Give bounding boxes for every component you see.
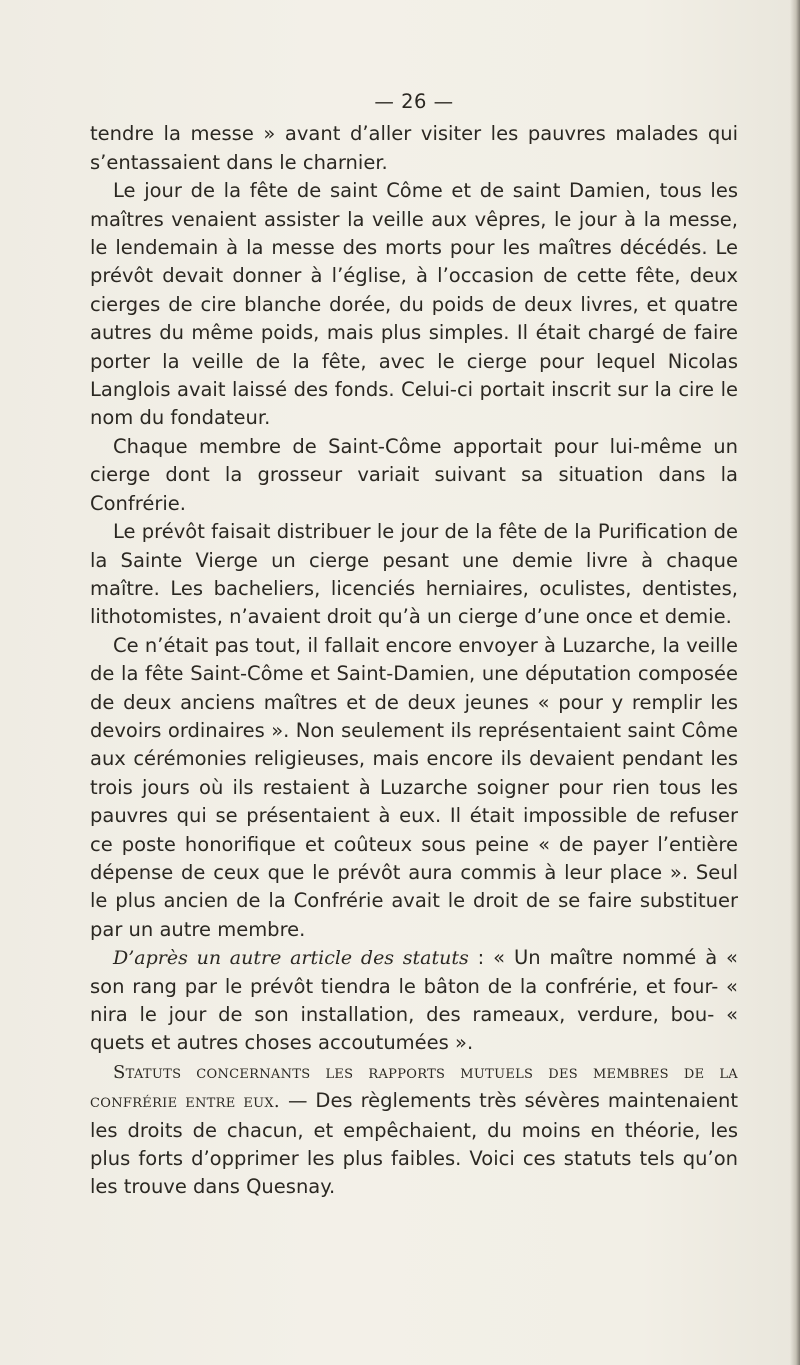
quote-text: : « Un maître nommé à « son rang par le prévôt tiendra le bâton de la confrérie, et four- « nira le jour de son installation, des rameaux, verdure, bou- « quets et autres choses accoutumées ». — [90, 946, 738, 1055]
paragraph-feast-day: Le jour de la fête de saint Côme et de saint Damien, tous les maîtres venaient assister la veille aux vêpres, le jour à la messe, le lendemain à la messe des morts pour les maîtres décédés. Le prévôt devait donner à l’église, à l’occasion de cette fête, deux cierges de cire blanche dorée, du poids de deux livres, et quatre autres du même poids, mais plus simples. Il était chargé de faire porter la veille de la fête, avec le cierge pour lequel Nicolas Langlois avait laissé des fonds. Celui-ci portait inscrit sur la cire le nom du fondateur. — [90, 179, 738, 430]
paragraph-purification: Le prévôt faisait distribuer le jour de la fête de la Purification de la Sainte Vierge un cierge pesant une demie livre à chaque maître. Les bacheliers, licenciés herniaires, oculistes, dentistes, lithotomistes, n’avaient droit qu’à un cierge d’une once et demie. — [90, 520, 738, 629]
paragraph-continuation: tendre la messe » avant d’aller visiter les pauvres malades qui s’entassaient dans le charnier. — [90, 122, 738, 174]
paragraph-member-candle: Chaque membre de Saint-Côme apportait pour lui-même un cierge dont la grosseur variait suivant sa situation dans la Confrérie. — [90, 434, 738, 515]
paragraph-luzarche: Ce n’était pas tout, il fallait encore envoyer à Luzarche, la veille de la fête Saint-Côme et Saint-Damien, une députation composée de deux anciens maîtres et de deux jeunes « pour y remplir les devoirs ordinaires ». Non seulement ils représentaient saint Côme aux cérémonies religieuses, mais encore ils devaient pendant les trois jours où ils restaient à Luzarche soigner pour rien tous les pauvres qui se présentaient à eux. Il était impossible de refuser ce poste honorifique et coûteux sous peine « de payer l’entière dépense de ceux que le prévôt aura commis à leur place ». Seul le plus ancien de la Confrérie avait le droit de se faire substituer par un autre membre. — [90, 633, 738, 941]
page-number: — 26 — — [374, 90, 454, 113]
page-edge-shadow — [790, 0, 800, 1365]
page-content — [90, 88, 738, 1202]
paragraph-statutes-article — [90, 944, 738, 1058]
section-text: — Des règlements très sévères maintenaient les droits de chacun, et empêchaient, du moins en théorie, les plus forts d’opprimer les plus faibles. Voici ces statuts tels qu’on les trouve dans Quesnay. — [90, 1089, 738, 1199]
paragraph-mutual-relations — [90, 1058, 738, 1202]
italic-lead: D’après un autre article des statuts — [113, 947, 469, 970]
section-heading: Statuts concernants les rapports mutuels des membres de la confrérie entre eux. — [90, 1061, 738, 1113]
